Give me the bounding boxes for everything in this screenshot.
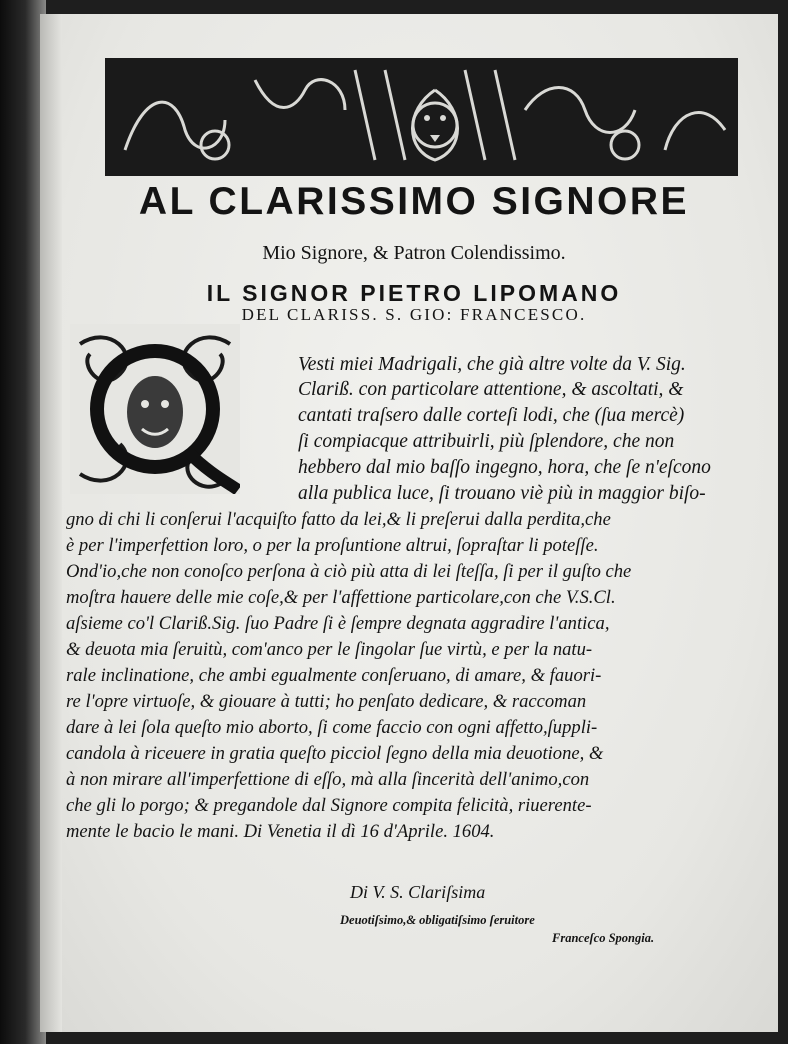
body-line: dare à lei ſola queſto mio aborto, ſi come faccio con ogni affetto,ſuppli- xyxy=(66,717,598,738)
body-line: mente le bacio le mani. Di Venetia il dì 16 d'Aprile. 1604. xyxy=(66,821,495,842)
body-line: & deuota mia ſeruitù, com'anco per le ſingolar ſue virtù, e per la natu- xyxy=(66,639,593,660)
body-line: cantati traſsero dalle corteſi lodi, che (ſua mercè) xyxy=(298,405,685,426)
dedication-title: AL CLARISSIMO SIGNORE xyxy=(138,180,690,223)
addressee-name: IL SIGNOR PIETRO LIPOMANO xyxy=(206,280,622,306)
decorated-initial xyxy=(70,324,240,494)
body-line: gno di chi li conſerui l'acquiſto fatto da lei,& li preſerui dalla perdita,che xyxy=(66,509,611,530)
ornamental-headpiece xyxy=(105,50,738,190)
body-line: à non mirare all'imperfettione di eſſo, mà alla ſincerità dell'animo,con xyxy=(66,769,590,790)
body-line: ſi compiacque attribuirli, più ſplendore, che non xyxy=(298,431,675,452)
addressee-lineage: DEL CLARISS. S. GIO: FRANCESCO. xyxy=(241,305,587,324)
body-line: Ond'io,che non conoſco perſona à ciò più atta di lei ſteſſa, ſi per il guſto che xyxy=(66,561,632,582)
body-line: alla publica luce, ſi trouano viè più in maggior biſo- xyxy=(298,483,706,504)
body-line: Clariß. con particolare attentione, & ascoltati, & xyxy=(298,379,684,400)
body-line: candola à riceuere in gratia queſto picciol ſegno della mia deuotione, & xyxy=(66,743,604,764)
dedication-subtitle: Mio Signore, & Patron Colendissimo. xyxy=(262,242,566,264)
signature: Franceſco Spongia. xyxy=(552,931,655,945)
body-line: Vesti miei Madrigali, che già altre volte da V. Sig. xyxy=(298,354,686,375)
page-gutter-shadow xyxy=(40,14,62,1032)
body-line: hebbero dal mio baſſo ingegno, hora, che ſe n'eſcono xyxy=(298,457,711,478)
body-line: moſtra hauere delle mie coſe,& per l'affettione particolare,con che V.S.Cl. xyxy=(66,587,616,608)
body-line: aſsieme co'l Clariß.Sig. ſuo Padre ſi è ſempre degnata aggradire l'antica, xyxy=(66,613,610,634)
body-line: rale inclinatione, che ambi egualmente conſeruano, di amare, & fauori- xyxy=(66,665,602,686)
body-line: che gli lo porgo; & pregandole dal Signore compita felicità, riuerente- xyxy=(66,795,592,816)
subscription-line: Deuotiſsimo,& obligatiſsimo ſeruitore xyxy=(340,913,535,927)
closing-salutation: Di V. S. Clariſsima xyxy=(350,882,486,902)
svg-text:Q: Q xyxy=(155,484,156,485)
body-line: re l'opre virtuoſe, & giouare à tutti; ho penſato dedicare, & raccoman xyxy=(66,691,587,712)
body-line: è per l'imperfettion loro, o per la proſuntione altrui, ſopraſtar li poteſſe. xyxy=(66,535,599,556)
